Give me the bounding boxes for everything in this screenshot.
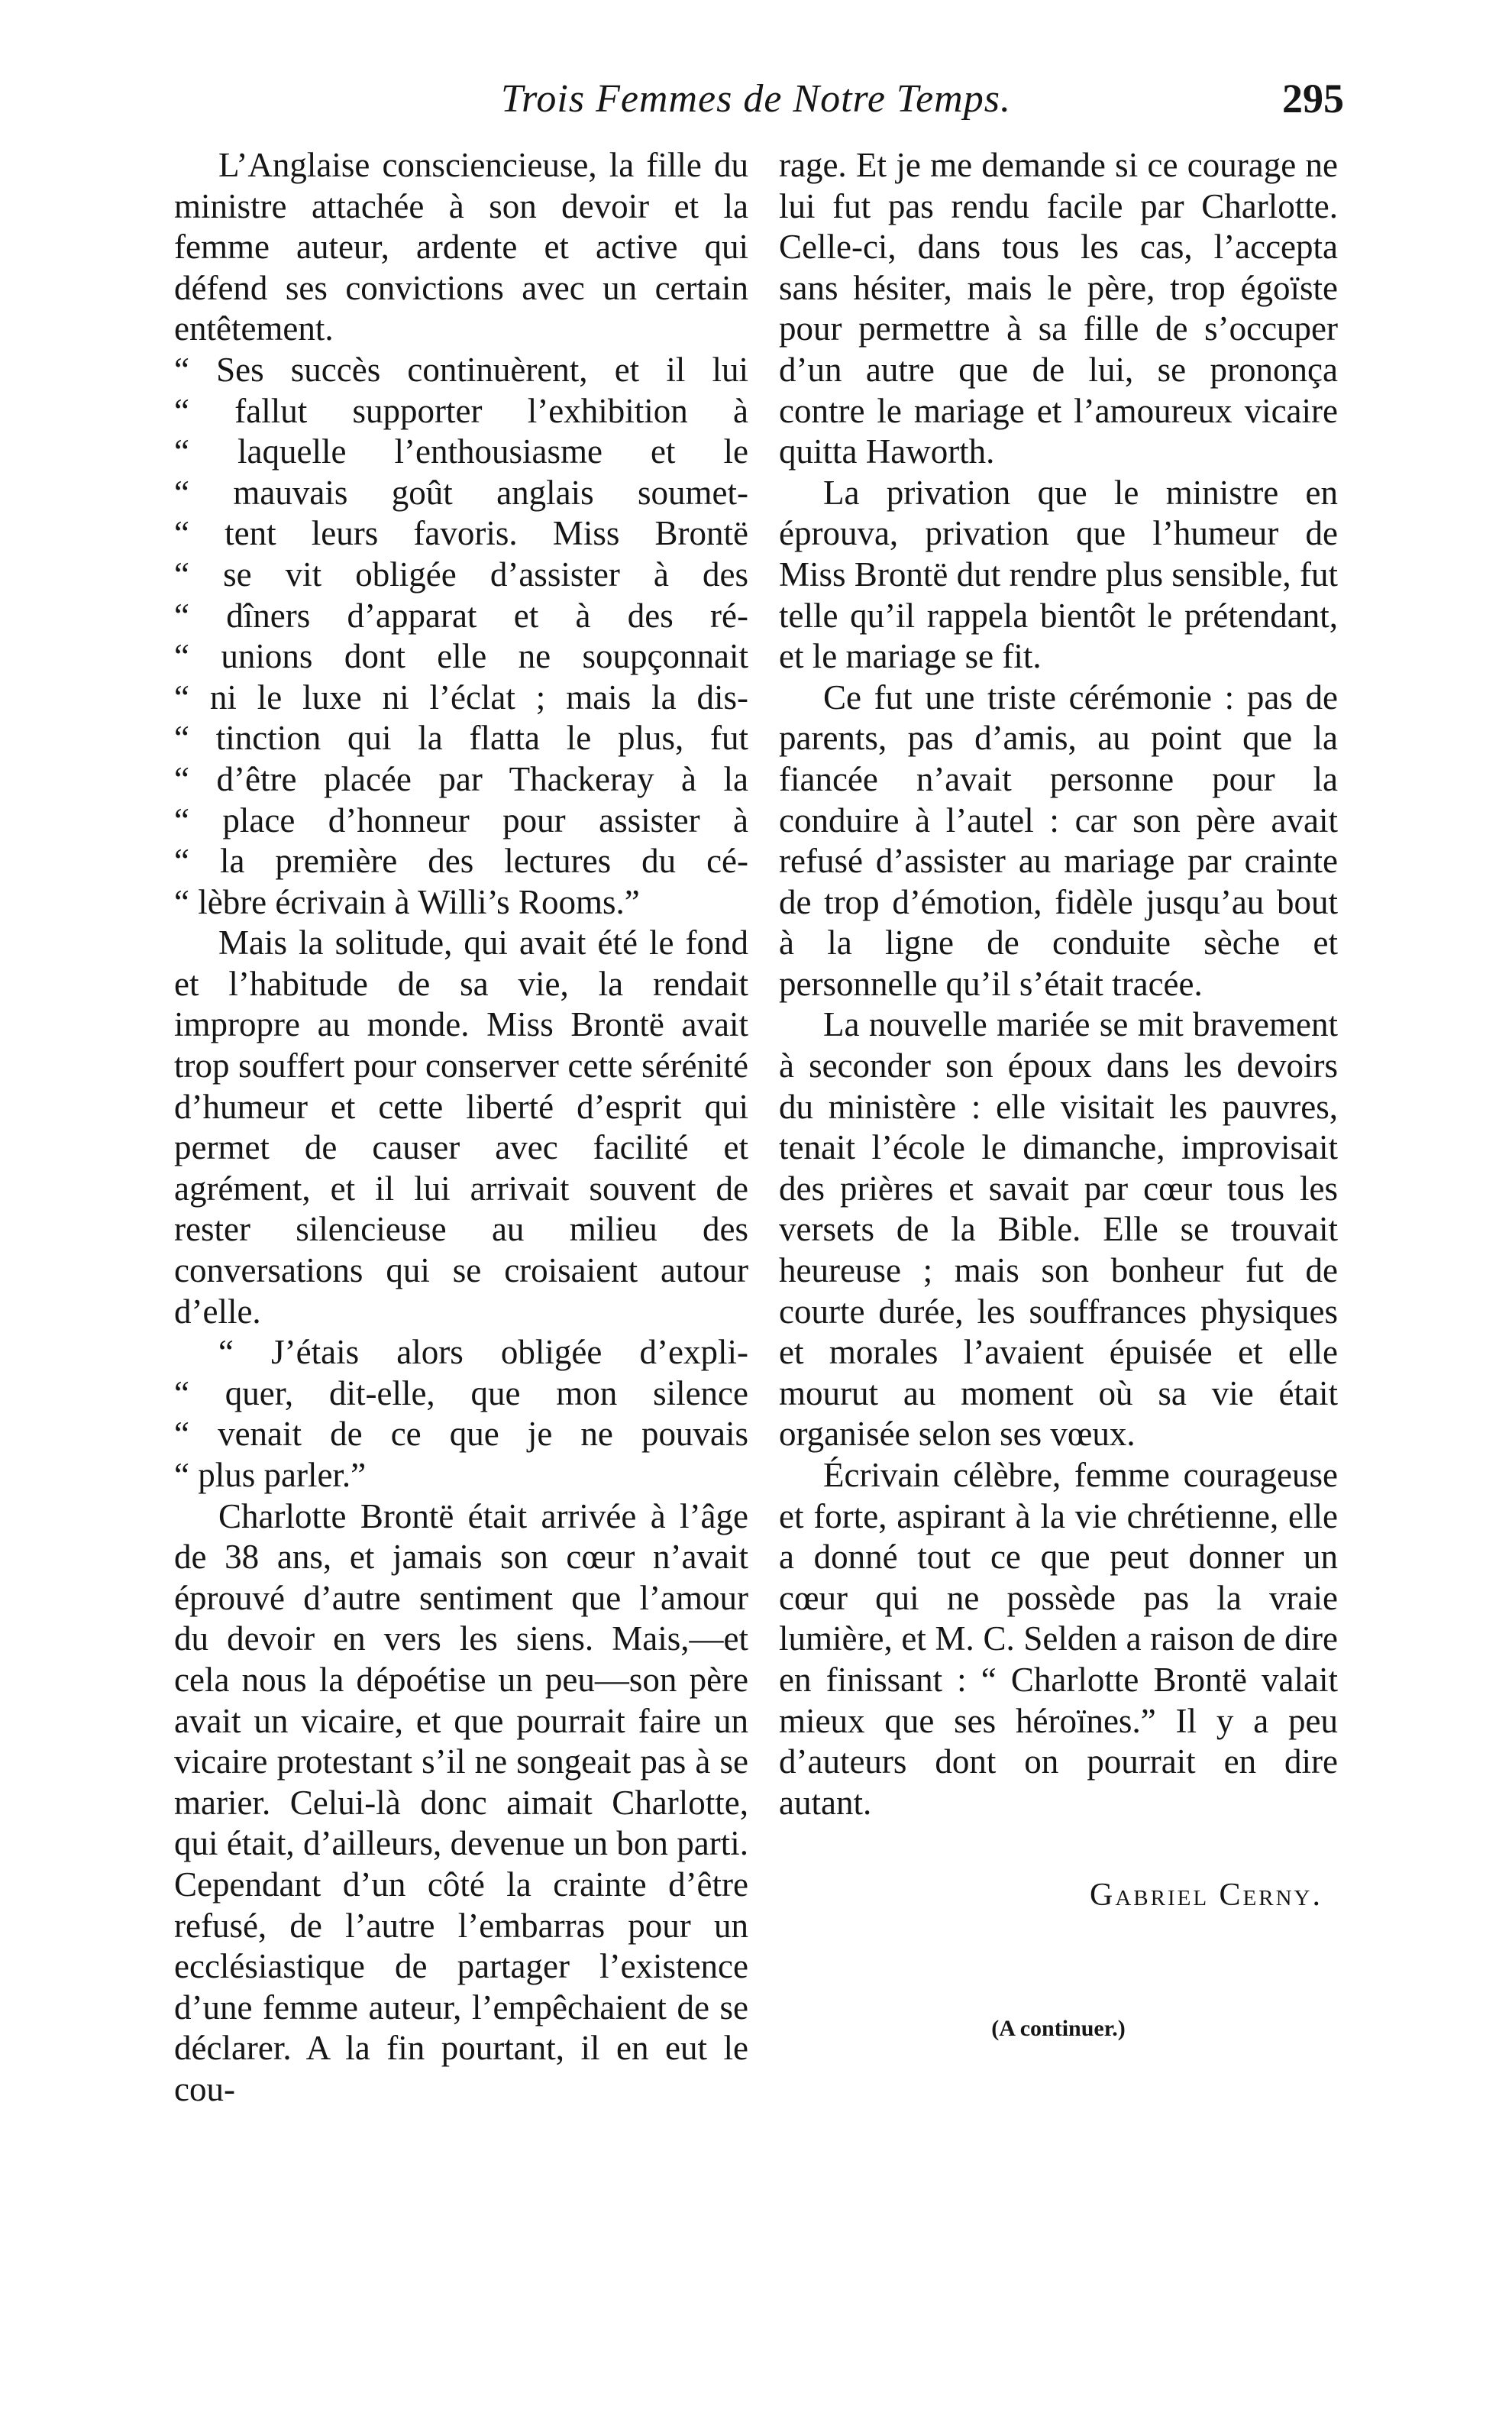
quote-line: “ plus parler.” [174, 1456, 367, 1494]
quote-line: “ venait de ce que je ne pouvais [174, 1415, 748, 1454]
left-paragraph-1: L’Anglaise consciencieuse, la fille du ministre attachée à son devoir et la femme auteur, ardente et active qui défend ses convictions avec un certain entêtement. [174, 146, 748, 348]
quote-line: “ Ses succès continuèrent, et il lui [174, 350, 748, 389]
right-paragraph-5: Écrivain célèbre, femme courageuse et forte, aspirant à la vie chrétienne, elle a donné tout ce que peut donner un cœur qui ne possède pas la vraie lumière, et M. C. Selden a raison de dire en finissant : “ Charlotte Brontë valait mieux que ses héroïnes.” Il y a peu d’auteurs dont on pourrait en dire autant. [779, 1456, 1338, 1822]
quote-line: “ dîners d’apparat et à des ré- [174, 596, 748, 635]
quote-line: “ laquelle l’enthousiasme et le [174, 432, 748, 471]
quote-line: “ lèbre écrivain à Willi’s Rooms.” [174, 882, 640, 921]
quote-line: “ tent leurs favoris. Miss Brontë [174, 514, 748, 553]
quote-line: “ J’étais alors obligée d’expli- [218, 1333, 748, 1372]
quote-line: “ fallut supporter l’exhibition à [174, 391, 748, 430]
page-number: 295 [1282, 76, 1344, 121]
author-signature: Gabriel Cerny. [1089, 1878, 1323, 1913]
right-paragraph-4: La nouvelle mariée se mit bravement à seconder son époux dans les devoirs du ministère : elle visitait les pauvres, tenait l’école le dimanche, improvisait des prières et savait par cœur tous les versets de la Bible. Elle se trouvait heureuse ; mais son bonheur fut de courte durée, les souffrances physiques et morales l’avaient épuisée et elle mourut au moment où sa vie était organisée selon ses vœux. [779, 1005, 1338, 1454]
quote-block-1 [174, 350, 748, 923]
quote-line: “ quer, dit-elle, que mon silence [174, 1373, 748, 1412]
quote-line: “ mauvais goût anglais soumet- [174, 473, 748, 512]
right-paragraph-3: Ce fut une triste cérémonie : pas de parents, pas d’amis, au point que la fiancée n’avait personne pour la conduire à l’autel : car son père avait refusé d’assister au mariage par crainte de trop d’émotion, fidèle jusqu’au bout à la ligne de conduite sèche et personnelle qu’il s’était tracée. [779, 678, 1338, 1003]
quote-block-2 [174, 1332, 748, 1496]
right-paragraph-1: rage. Et je me demande si ce courage ne lui fut pas rendu facile par Charlotte. Celle-ci, dans tous les cas, l’accepta sans hésiter, mais le père, trop égoïste pour permettre à sa fille de s’occuper d’un autre que de lui, se prononça contre le mariage et l’amoureux vicaire quitta Haworth. [779, 146, 1338, 471]
quote-line: “ se vit obligée d’assister à des [174, 555, 748, 594]
left-column [174, 145, 748, 2111]
left-paragraph-2: Mais la solitude, qui avait été le fond et l’habitude de sa vie, la rendait impropre au monde. Miss Brontë avait trop souffert pour conserver cette sérénité d’humeur et cette liberté d’esprit qui permet de causer avec facilité et agrément, et il lui arrivait souvent de rester silencieuse au milieu des conversations qui se croisaient autour d’elle. [174, 923, 748, 1331]
quote-line: “ unions dont elle ne soupçonnait [174, 637, 748, 676]
to-be-continued-note: (A continuer.) [991, 2015, 1126, 2041]
quote-line: “ d’être placée par Thackeray à la [174, 759, 748, 798]
right-column [779, 145, 1338, 2049]
quote-line: “ la première des lectures du cé- [174, 842, 748, 881]
quote-line: “ place d’honneur pour assister à [174, 801, 748, 839]
running-head-title: Trois Femmes de Notre Temps. [501, 77, 1011, 121]
right-paragraph-2: La privation que le ministre en éprouva, privation que l’humeur de Miss Brontë dut rendre plus sensible, fut telle qu’il rappela bientôt le prétendant, et le mariage se fit. [779, 473, 1338, 676]
quote-line: “ tinction qui la flatta le plus, fut [174, 719, 748, 758]
quote-line: “ ni le luxe ni l’éclat ; mais la dis- [174, 678, 748, 716]
left-paragraph-3: Charlotte Brontë était arrivée à l’âge de 38 ans, et jamais son cœur n’avait éprouvé d’autre sentiment que l’amour du devoir en vers les siens. Mais,—et cela nous la dépoétise un peu—son père avait un vicaire, et que pourrait faire un vicaire protestant s’il ne songeait pas à se marier. Celui-là donc aimait Charlotte, qui était, d’ailleurs, devenue un bon parti. Cependant d’un côté la crainte d’être refusé, de l’autre l’embarras pour un ecclésiastique de partager l’existence d’une femme auteur, l’empêchaient de se déclarer. A la fin pourtant, il en eut le cou- [174, 1496, 748, 2108]
